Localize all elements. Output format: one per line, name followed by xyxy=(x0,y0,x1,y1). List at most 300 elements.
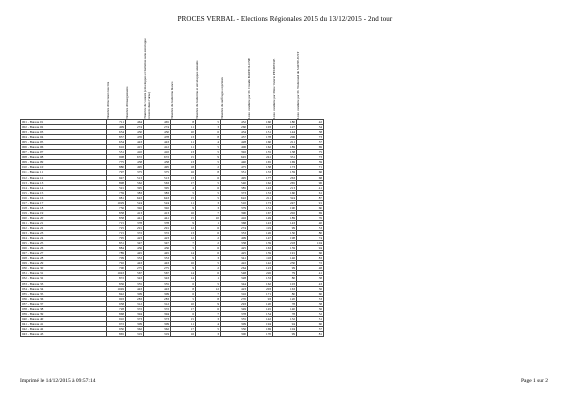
value-cell: 392 xyxy=(221,150,248,155)
value-cell: 6 xyxy=(171,291,196,296)
value-cell: 99 xyxy=(273,225,297,230)
value-cell: 548 xyxy=(221,271,248,276)
value-cell: 8 xyxy=(196,135,221,140)
value-cell: 132 xyxy=(273,316,297,321)
value-cell: 958 xyxy=(107,301,126,306)
value-cell: 56 xyxy=(297,306,324,311)
value-cell: 159 xyxy=(273,170,297,175)
value-cell: 73 xyxy=(297,135,324,140)
value-cell: 353 xyxy=(126,256,144,261)
value-cell: 445 xyxy=(144,251,171,256)
value-cell: 81 xyxy=(297,331,324,336)
bureau-name-cell: 019 - Bureau 19 xyxy=(21,210,107,215)
value-cell: 169 xyxy=(273,160,297,165)
value-cell: 155 xyxy=(248,150,273,155)
value-cell: 353 xyxy=(221,231,248,236)
value-cell: 910 xyxy=(107,316,126,321)
column-header: Nombre d'émargements xyxy=(125,86,129,119)
value-cell: 13 xyxy=(171,150,196,155)
value-cell: 103 xyxy=(248,125,273,130)
value-cell: 711 xyxy=(107,120,126,125)
value-cell: 6 xyxy=(196,306,221,311)
value-cell: 10 xyxy=(171,130,196,135)
value-cell: 247 xyxy=(273,200,297,205)
value-cell: 162 xyxy=(248,180,273,185)
value-cell: 211 xyxy=(273,140,297,145)
value-cell: 309 xyxy=(144,321,171,326)
value-cell: 7 xyxy=(196,311,221,316)
bureau-name-cell: 017 - Bureau 17 xyxy=(21,200,107,205)
value-cell: 3 xyxy=(196,125,221,130)
value-cell: 378 xyxy=(221,311,248,316)
value-cell: 80 xyxy=(273,291,297,296)
value-cell: 198 xyxy=(273,236,297,241)
value-cell: 83 xyxy=(297,256,324,261)
value-cell: 458 xyxy=(126,160,144,165)
bureau-name-cell: 007 - Bureau 07 xyxy=(21,150,107,155)
value-cell: 160 xyxy=(248,120,273,125)
value-cell: 173 xyxy=(273,165,297,170)
bureau-name-cell: 030 - Bureau 30 xyxy=(21,266,107,271)
value-cell: 324 xyxy=(273,195,297,200)
value-cell: 842 xyxy=(107,291,126,296)
column-header: Nombre de bulletins blancs xyxy=(170,81,174,119)
bureau-name-cell: 014 - Bureau 14 xyxy=(21,185,107,190)
value-cell: 443 xyxy=(126,286,144,291)
bureau-name-cell: 036 - Bureau 36 xyxy=(21,296,107,301)
value-cell: 513 xyxy=(126,175,144,180)
bureau-name-cell: 032 - Bureau 32 xyxy=(21,276,107,281)
value-cell: 715 xyxy=(107,220,126,225)
value-cell: 274 xyxy=(144,125,171,130)
value-cell: 416 xyxy=(221,215,248,220)
value-cell: 241 xyxy=(248,155,273,160)
value-cell: 230 xyxy=(273,261,297,266)
value-cell: 9 xyxy=(171,256,196,261)
value-cell: 144 xyxy=(273,130,297,135)
value-cell: 375 xyxy=(126,170,144,175)
value-cell: 191 xyxy=(273,251,297,256)
value-cell: 2 xyxy=(196,165,221,170)
value-cell: 362 xyxy=(144,326,171,331)
value-cell: 947 xyxy=(107,175,126,180)
value-cell: 264 xyxy=(221,266,248,271)
value-cell: 3 xyxy=(196,200,221,205)
value-cell: 331 xyxy=(273,155,297,160)
value-cell: 275 xyxy=(144,266,171,271)
value-cell: 12 xyxy=(171,236,196,241)
value-cell: 373 xyxy=(126,316,144,321)
value-cell: 91 xyxy=(297,200,324,205)
value-cell: 981 xyxy=(107,195,126,200)
value-cell: 1 xyxy=(196,276,221,281)
value-cell: 41 xyxy=(297,271,324,276)
value-cell: 756 xyxy=(107,205,126,210)
value-cell: 103 xyxy=(273,281,297,286)
bureau-name-cell: 001 - Bureau 01 xyxy=(21,120,107,125)
value-cell: 8 xyxy=(196,296,221,301)
document-title: PROCES VERBAL - Elections Régionales 2015 du 13/12/2015 - 2nd tour xyxy=(177,15,393,23)
value-cell: 9 xyxy=(171,266,196,271)
bureau-name-cell: 008 - Bureau 08 xyxy=(21,155,107,160)
value-cell: 8 xyxy=(171,120,196,125)
value-cell: 74 xyxy=(297,236,324,241)
value-cell: 260 xyxy=(221,125,248,130)
value-cell: 422 xyxy=(221,261,248,266)
value-cell: 13 xyxy=(171,175,196,180)
value-cell: 13 xyxy=(171,160,196,165)
value-cell: 410 xyxy=(126,150,144,155)
value-cell: 2 xyxy=(196,241,221,246)
value-cell: 759 xyxy=(107,190,126,195)
value-cell: 15 xyxy=(171,215,196,220)
value-cell: 390 xyxy=(221,210,248,215)
value-cell: 441 xyxy=(144,215,171,220)
value-cell: 312 xyxy=(144,301,171,306)
value-cell: 6 xyxy=(196,246,221,251)
value-cell: 163 xyxy=(273,286,297,291)
value-cell: 194 xyxy=(248,321,273,326)
value-cell: 5 xyxy=(196,145,221,150)
value-cell: 378 xyxy=(144,220,171,225)
value-cell: 319 xyxy=(144,331,171,336)
value-cell: 202 xyxy=(273,210,297,215)
value-cell: 120 xyxy=(248,301,273,306)
value-cell: 53 xyxy=(297,296,324,301)
value-cell: 15 xyxy=(171,155,196,160)
value-cell: 395 xyxy=(126,185,144,190)
bureau-name-cell: 016 - Bureau 16 xyxy=(21,195,107,200)
value-cell: 78 xyxy=(273,301,297,306)
value-cell: 274 xyxy=(126,125,144,130)
value-cell: 99 xyxy=(273,266,297,271)
value-cell: 385 xyxy=(221,185,248,190)
value-cell: 6 xyxy=(196,185,221,190)
value-cell: 368 xyxy=(221,220,248,225)
value-cell: 349 xyxy=(221,306,248,311)
value-cell: 4 xyxy=(196,140,221,145)
bureau-name-cell: 023 - Bureau 23 xyxy=(21,231,107,236)
value-cell: 180 xyxy=(273,120,297,125)
value-cell: 1029 xyxy=(107,200,126,205)
bureau-name-cell: 025 - Bureau 25 xyxy=(21,241,107,246)
value-cell: 464 xyxy=(126,120,144,125)
value-cell: 9 xyxy=(171,205,196,210)
value-cell: 465 xyxy=(144,120,171,125)
value-cell: 52 xyxy=(297,311,324,316)
value-cell: 93 xyxy=(248,296,273,301)
column-header: Nombre d'électeurs inscrits xyxy=(106,82,110,119)
value-cell: 162 xyxy=(248,145,273,150)
value-cell: 567 xyxy=(126,271,144,276)
value-cell: 283 xyxy=(144,296,171,301)
value-cell: 643 xyxy=(126,195,144,200)
value-cell: 3 xyxy=(196,205,221,210)
value-cell: 66 xyxy=(297,170,324,175)
page-number: Page 1 sur 2 xyxy=(520,378,548,384)
value-cell: 71 xyxy=(297,165,324,170)
value-cell: 450 xyxy=(144,130,171,135)
value-cell: 858 xyxy=(107,215,126,220)
value-cell: 350 xyxy=(221,326,248,331)
value-cell: 154 xyxy=(248,311,273,316)
value-cell: 59 xyxy=(297,160,324,165)
value-cell: 475 xyxy=(221,165,248,170)
value-cell: 355 xyxy=(144,281,171,286)
value-cell: 857 xyxy=(107,135,126,140)
value-cell: 524 xyxy=(144,200,171,205)
value-cell: 211 xyxy=(248,195,273,200)
value-cell: 622 xyxy=(221,195,248,200)
value-cell: 524 xyxy=(126,200,144,205)
value-cell: 5 xyxy=(196,180,221,185)
bureau-name-cell: 024 - Bureau 24 xyxy=(21,236,107,241)
value-cell: 133 xyxy=(248,170,273,175)
value-cell: 78 xyxy=(273,311,297,316)
value-cell: 11 xyxy=(171,321,196,326)
value-cell: 775 xyxy=(107,160,126,165)
value-cell: 42 xyxy=(297,120,324,125)
value-cell: 645 xyxy=(221,155,248,160)
value-cell: 190 xyxy=(273,205,297,210)
value-cell: 950 xyxy=(107,326,126,331)
value-cell: 443 xyxy=(144,140,171,145)
value-cell: 275 xyxy=(126,266,144,271)
value-cell: 57 xyxy=(297,326,324,331)
value-cell: 312 xyxy=(126,301,144,306)
value-cell: 14 xyxy=(171,276,196,281)
value-cell: 495 xyxy=(221,175,248,180)
bureau-name-cell: 026 - Bureau 26 xyxy=(21,246,107,251)
value-cell: 69 xyxy=(297,145,324,150)
value-cell: 700 xyxy=(107,266,126,271)
value-cell: 725 xyxy=(107,225,126,230)
value-cell: 104 xyxy=(273,326,297,331)
value-cell: 868 xyxy=(107,311,126,316)
value-cell: 140 xyxy=(273,306,297,311)
value-cell: 347 xyxy=(126,241,144,246)
value-cell: 94 xyxy=(297,246,324,251)
value-cell: 9 xyxy=(171,220,196,225)
value-cell: 436 xyxy=(126,246,144,251)
value-cell: 6 xyxy=(171,311,196,316)
value-cell: 159 xyxy=(248,251,273,256)
value-cell: 226 xyxy=(248,271,273,276)
value-cell: 213 xyxy=(273,185,297,190)
value-cell: 6 xyxy=(196,225,221,230)
value-cell: 2 xyxy=(196,266,221,271)
value-cell: 87 xyxy=(297,195,324,200)
value-cell: 12 xyxy=(171,225,196,230)
value-cell: 441 xyxy=(126,215,144,220)
value-cell: 5 xyxy=(196,261,221,266)
value-cell: 9 xyxy=(196,301,221,306)
value-cell: 5 xyxy=(196,120,221,125)
value-cell: 409 xyxy=(107,125,126,130)
value-cell: 189 xyxy=(273,215,297,220)
value-cell: 57 xyxy=(297,140,324,145)
value-cell: 60 xyxy=(297,205,324,210)
bureau-name-cell: 011 - Bureau 11 xyxy=(21,170,107,175)
value-cell: 353 xyxy=(144,256,171,261)
value-cell: 15 xyxy=(171,316,196,321)
value-cell: 343 xyxy=(144,276,171,281)
value-cell: 309 xyxy=(221,321,248,326)
bureau-name-cell: 035 - Bureau 35 xyxy=(21,291,107,296)
value-cell: 562 xyxy=(126,180,144,185)
value-cell: 38 xyxy=(297,276,324,281)
bureau-name-cell: 042 - Bureau 42 xyxy=(21,326,107,331)
value-cell: 445 xyxy=(126,251,144,256)
value-cell: 378 xyxy=(126,220,144,225)
value-cell: 171 xyxy=(248,291,273,296)
value-cell: 153 xyxy=(248,190,273,195)
value-cell: 443 xyxy=(126,261,144,266)
value-cell: 395 xyxy=(144,185,171,190)
bureau-name-cell: 033 - Bureau 33 xyxy=(21,281,107,286)
value-cell: 99 xyxy=(273,331,297,336)
value-cell: 423 xyxy=(221,286,248,291)
value-cell: 163 xyxy=(248,246,273,251)
value-cell: 270 xyxy=(221,296,248,301)
value-cell: 616 xyxy=(107,145,126,150)
value-cell: 375 xyxy=(144,170,171,175)
value-cell: 11 xyxy=(171,145,196,150)
value-cell: 66 xyxy=(297,251,324,256)
value-cell: 5 xyxy=(196,160,221,165)
value-cell: 5 xyxy=(196,326,221,331)
value-cell: 457 xyxy=(221,135,248,140)
value-cell: 16 xyxy=(171,331,196,336)
value-cell: 142 xyxy=(248,316,273,321)
results-table xyxy=(20,119,324,337)
value-cell: 344 xyxy=(221,281,248,286)
value-cell: 13 xyxy=(171,231,196,236)
bureau-name-cell: 003 - Bureau 03 xyxy=(21,130,107,135)
value-cell: 158 xyxy=(248,165,273,170)
value-cell: 300 xyxy=(221,331,248,336)
value-cell: 139 xyxy=(248,241,273,246)
value-cell: 274 xyxy=(221,225,248,230)
value-cell: 5 xyxy=(171,246,196,251)
value-cell: 10 xyxy=(196,215,221,220)
value-cell: 413 xyxy=(144,210,171,215)
value-cell: 872 xyxy=(107,276,126,281)
value-cell: 436 xyxy=(144,246,171,251)
value-cell: 96 xyxy=(297,180,324,185)
bureau-name-cell: 039 - Bureau 39 xyxy=(21,311,107,316)
value-cell: 412 xyxy=(144,145,171,150)
value-cell: 450 xyxy=(126,130,144,135)
value-cell: 68 xyxy=(297,175,324,180)
value-cell: 351 xyxy=(221,170,248,175)
value-cell: 14 xyxy=(171,251,196,256)
value-cell: 6 xyxy=(196,231,221,236)
value-cell: 5 xyxy=(196,195,221,200)
value-cell: 709 xyxy=(107,256,126,261)
value-cell: 7 xyxy=(171,241,196,246)
value-cell: 43 xyxy=(297,281,324,286)
bureau-name-cell: 004 - Bureau 04 xyxy=(21,135,107,140)
value-cell: 15 xyxy=(171,195,196,200)
value-cell: 8 xyxy=(196,170,221,175)
value-cell: 177 xyxy=(248,175,273,180)
value-cell: 789 xyxy=(107,251,126,256)
value-cell: 478 xyxy=(144,135,171,140)
value-cell: 394 xyxy=(144,311,171,316)
value-cell: 6 xyxy=(196,130,221,135)
column-header: Liste conduite par M. Claude BARTOLONE xyxy=(247,58,251,119)
column-header: Nombre de votants (enveloppes et bulletins sans enveloppe trouvés dans l'urne) xyxy=(143,38,151,119)
value-cell: 319 xyxy=(126,331,144,336)
bureau-name-cell: 022 - Bureau 22 xyxy=(21,225,107,230)
value-cell: 145 xyxy=(248,306,273,311)
bureau-name-cell: 037 - Bureau 37 xyxy=(21,301,107,306)
value-cell: 16 xyxy=(171,170,196,175)
value-cell: 5 xyxy=(171,296,196,301)
value-cell: 347 xyxy=(144,241,171,246)
value-cell: 372 xyxy=(126,306,144,311)
bureau-name-cell: 013 - Bureau 13 xyxy=(21,180,107,185)
value-cell: 69 xyxy=(297,210,324,215)
value-cell: 372 xyxy=(126,231,144,236)
bureau-name-cell: 028 - Bureau 28 xyxy=(21,256,107,261)
value-cell: 5 xyxy=(196,150,221,155)
value-cell: 14 xyxy=(171,271,196,276)
bureau-name-cell: 038 - Bureau 38 xyxy=(21,306,107,311)
value-cell: 858 xyxy=(107,210,126,215)
value-cell: 162 xyxy=(248,281,273,286)
value-cell: 263 xyxy=(273,175,297,180)
value-cell: 440 xyxy=(221,160,248,165)
value-cell: 563 xyxy=(144,180,171,185)
column-header: Nombre de suffrages exprimés xyxy=(220,77,224,119)
value-cell: 392 xyxy=(144,205,171,210)
value-cell: 452 xyxy=(221,120,248,125)
value-cell: 119 xyxy=(248,225,273,230)
value-cell: 654 xyxy=(107,130,126,135)
bureau-name-cell: 043 - Bureau 43 xyxy=(21,331,107,336)
value-cell: 265 xyxy=(273,180,297,185)
value-cell: 898 xyxy=(107,180,126,185)
value-cell: 7 xyxy=(196,291,221,296)
value-cell: 654 xyxy=(107,140,126,145)
value-cell: 413 xyxy=(126,210,144,215)
value-cell: 4 xyxy=(196,321,221,326)
value-cell: 540 xyxy=(221,180,248,185)
value-cell: 123 xyxy=(248,266,273,271)
bureau-name-cell: 006 - Bureau 06 xyxy=(21,145,107,150)
value-cell: 355 xyxy=(221,316,248,321)
value-cell: 409 xyxy=(221,236,248,241)
value-cell: 423 xyxy=(144,236,171,241)
value-cell: 17 xyxy=(171,180,196,185)
value-cell: 51 xyxy=(297,316,324,321)
value-cell: 903 xyxy=(107,296,126,301)
value-cell: 38 xyxy=(297,301,324,306)
value-cell: 495 xyxy=(144,165,171,170)
value-cell: 728 xyxy=(107,306,126,311)
bureau-name-cell: 018 - Bureau 18 xyxy=(21,205,107,210)
value-cell: 138 xyxy=(273,150,297,155)
value-cell: 58 xyxy=(297,130,324,135)
value-cell: 410 xyxy=(144,150,171,155)
value-cell: 147 xyxy=(248,236,273,241)
bureau-name-cell: 010 - Bureau 10 xyxy=(21,165,107,170)
value-cell: 40 xyxy=(297,220,324,225)
value-cell: 443 xyxy=(126,140,144,145)
value-cell: 3 xyxy=(196,331,221,336)
